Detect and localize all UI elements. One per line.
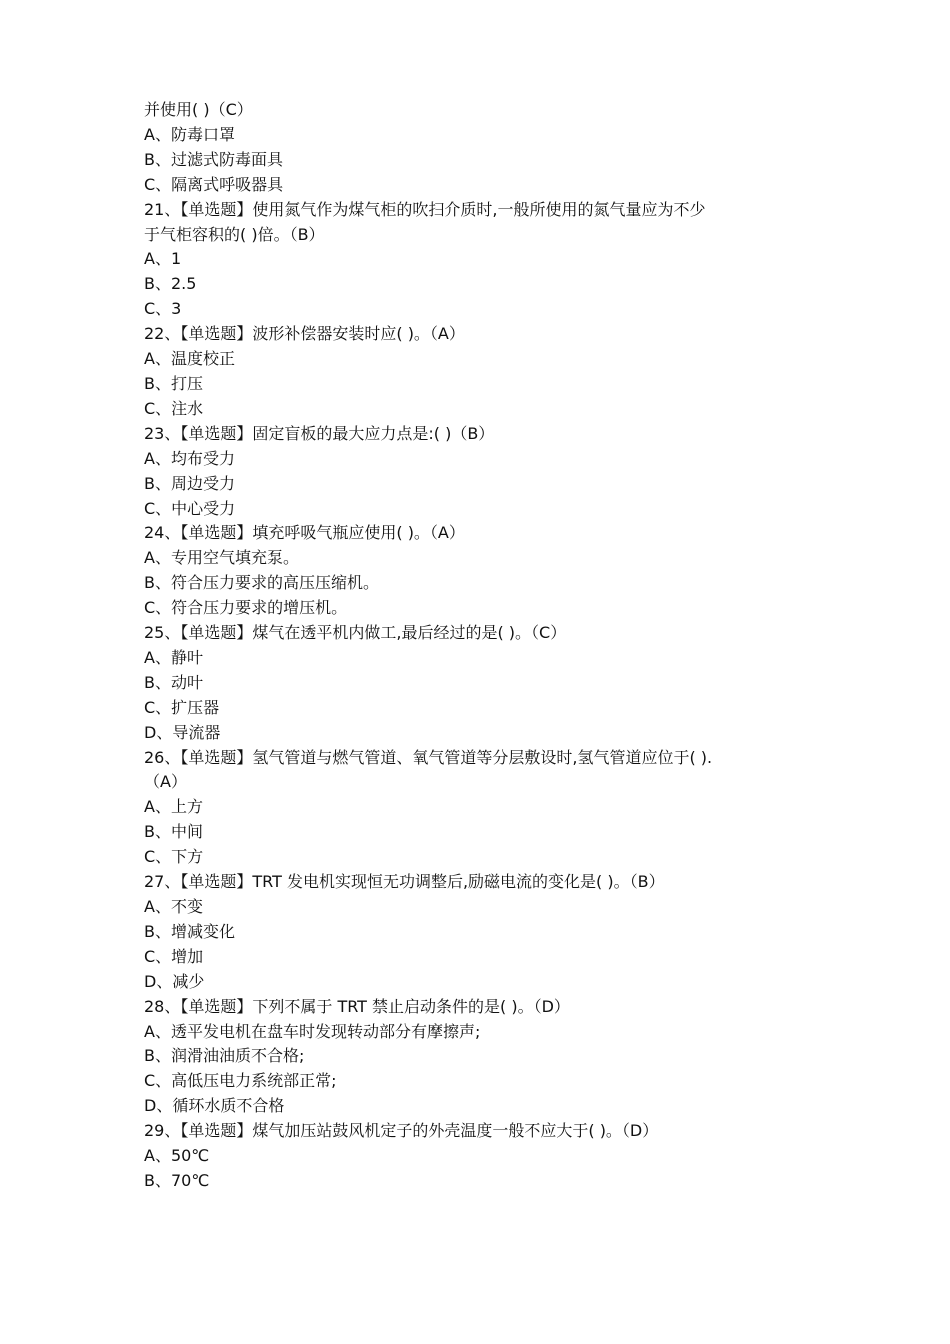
text-line: C、3 [144,299,182,319]
text-line: B、增减变化 [144,921,235,941]
text-line: B、过滤式防毒面具 [144,149,283,169]
text-line: C、注水 [144,398,204,418]
text-line: C、下方 [144,847,204,867]
text-line: 23、【单选题】固定盲板的最大应力点是:( )（B） [144,423,495,443]
text-line: A、不变 [144,897,203,916]
text-line: C、高低压电力系统部正常; [144,1071,337,1091]
text-line: A、温度校正 [144,349,235,369]
text-line: A、上方 [144,797,203,817]
text-line: B、符合压力要求的高压压缩机。 [144,573,379,593]
text-line: 22、【单选题】波形补偿器安装时应( )。（A） [144,324,465,344]
text-line: A、静叶 [144,647,203,667]
text-line: C、增加 [144,946,204,966]
text-line: A、专用空气填充泵。 [144,548,299,568]
text-line: 29、【单选题】煤气加压站鼓风机定子的外壳温度一般不应大于( )。（D） [144,1121,659,1141]
text-line: D、导流器 [144,722,221,742]
text-line: B、周边受力 [144,473,235,493]
text-line: B、70℃ [144,1170,210,1190]
text-line: A、1 [144,249,182,269]
text-line: A、50℃ [144,1146,210,1166]
text-line: （A） [144,772,187,792]
text-line: C、扩压器 [144,697,220,717]
text-line: 27、【单选题】TRT 发电机实现恒无功调整后,励磁电流的变化是( )。（B） [144,872,665,892]
text-line: 26、【单选题】氢气管道与燃气管道、氧气管道等分层敷设时,氢气管道应位于( ). [144,747,713,767]
text-line: 25、【单选题】煤气在透平机内做工,最后经过的是( )。（C） [144,623,567,643]
text-line: 28、【单选题】下列不属于 TRT 禁止启动条件的是( )。（D） [144,996,570,1016]
text-line: 21、【单选题】使用氮气作为煤气柜的吹扫介质时,一般所使用的氮气量应为不少 [144,199,706,219]
text-line: C、符合压力要求的增压机。 [144,598,348,618]
text-line: B、动叶 [144,672,203,692]
text-line: A、均布受力 [144,448,235,468]
text-line: B、打压 [144,373,203,393]
text-line: D、减少 [144,971,205,991]
text-line: C、隔离式呼吸器具 [144,174,284,194]
text-line: B、中间 [144,822,203,842]
text-line: D、循环水质不合格 [144,1096,285,1116]
text-line: A、防毒口罩 [144,124,235,144]
document-page [144,98,814,1194]
text-line: A、透平发电机在盘车时发现转动部分有摩擦声; [144,1021,481,1041]
text-line: 24、【单选题】填充呼吸气瓶应使用( )。（A） [144,523,465,543]
text-line: 于气柜容积的( )倍。（B） [144,224,325,244]
text-line: B、2.5 [144,274,197,294]
text-line: B、润滑油油质不合格; [144,1046,305,1066]
text-line: 并使用( )（C） [144,100,253,119]
text-line: C、中心受力 [144,498,236,518]
